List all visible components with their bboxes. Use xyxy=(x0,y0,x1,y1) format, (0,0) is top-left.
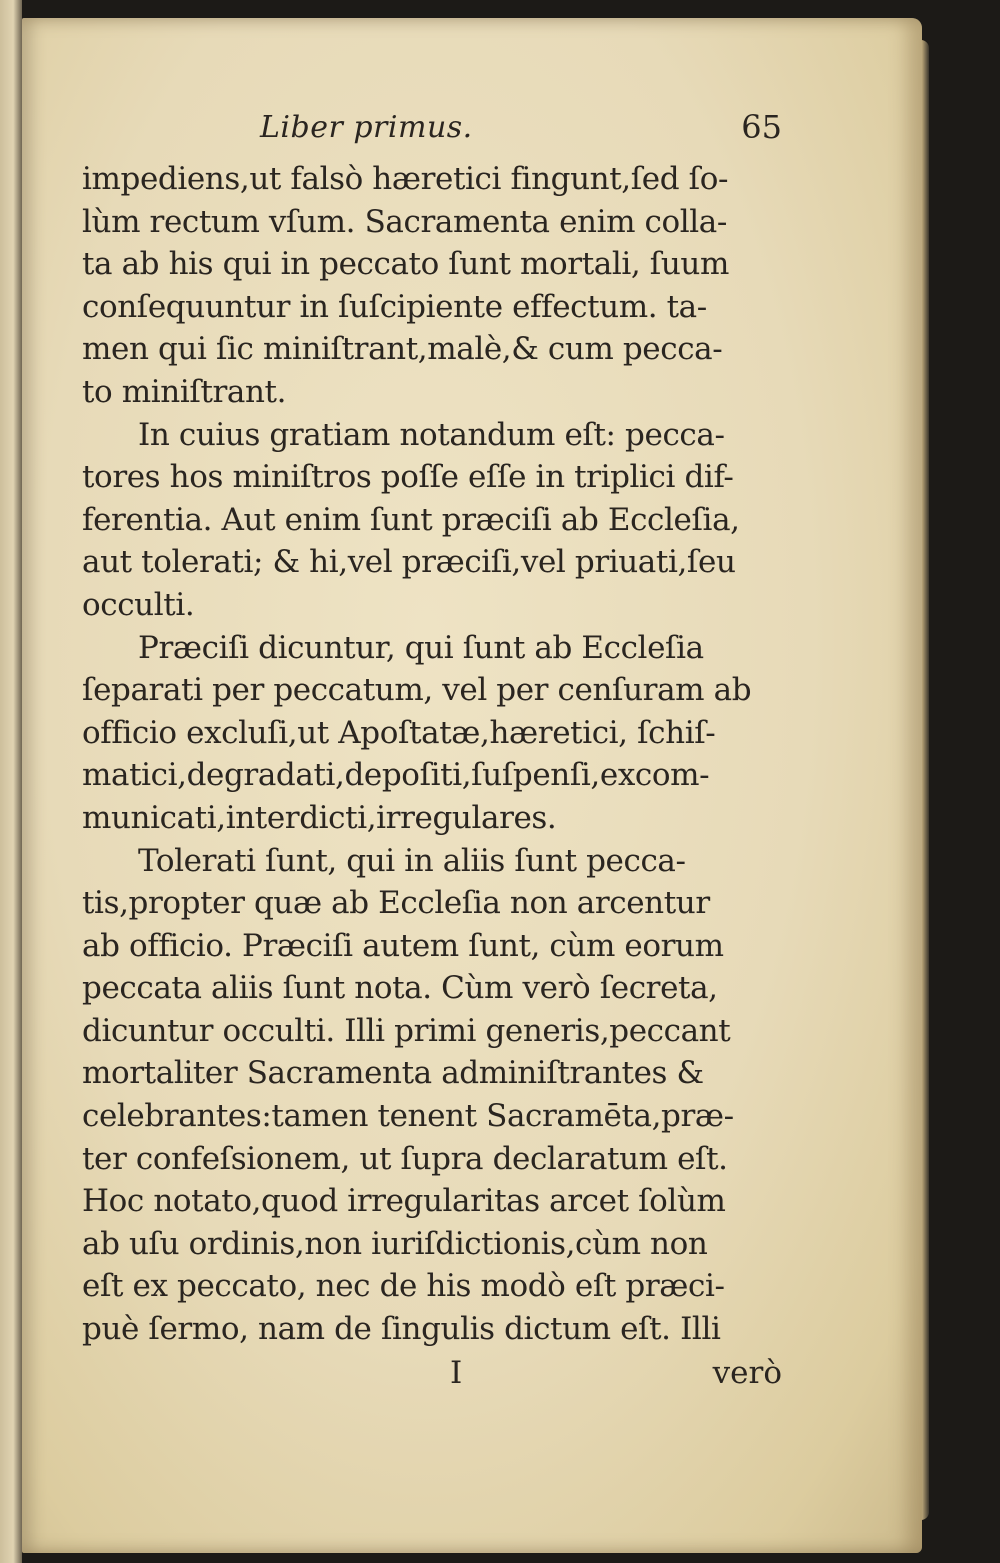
text-line: dicuntur occulti. Illi primi generis,peccant xyxy=(82,1012,731,1049)
paragraph-start-line: In cuius gratiam notandum eſt: pecca- xyxy=(138,416,725,453)
text-line: conſequuntur in ſuſcipiente effectum. ta- xyxy=(82,288,707,325)
text-line: tores hos miniſtros poſſe eſſe in triplici dif- xyxy=(82,459,734,496)
page-footer xyxy=(82,1351,782,1395)
text-block xyxy=(82,98,782,1395)
text-line: Hoc notato,quod irregularitas arcet ſolùm xyxy=(82,1183,726,1220)
text-line: tis,propter quæ ab Eccleſia non arcentur xyxy=(82,885,710,922)
catchword: verò xyxy=(712,1354,782,1391)
paragraph-start-line: Præciſi dicuntur, qui ſunt ab Eccleſia xyxy=(138,629,704,666)
text-line: ter confeſsionem, ut ſupra declaratum eſt. xyxy=(82,1140,728,1177)
text-line: ferentia. Aut enim ſunt præciſi ab Eccleſia, xyxy=(82,501,740,538)
running-head xyxy=(82,98,782,158)
text-line: officio excluſi,ut Apoſtatæ,hæretici, ſchiſ- xyxy=(82,714,716,751)
text-line: ab officio. Præciſi autem ſunt, cùm eorum xyxy=(82,927,724,964)
text-line: peccata aliis ſunt nota. Cùm verò ſecreta, xyxy=(82,970,718,1007)
text-line: men qui ſic miniſtrant,malè,& cum pecca- xyxy=(82,331,723,368)
text-line: lùm rectum vſum. Sacramenta enim colla- xyxy=(82,203,727,240)
facing-page-edge xyxy=(0,0,22,1563)
text-line: aut tolerati; & hi,vel præciſi,vel priuati,ſeu xyxy=(82,544,736,581)
text-line: mortaliter Sacramenta adminiſtrantes & xyxy=(82,1055,704,1092)
text-line: ſeparati per peccatum, vel per cenſuram ab xyxy=(82,672,752,709)
text-line: municati,interdicti,irregulares. xyxy=(82,799,557,836)
book-page xyxy=(22,18,922,1553)
text-line: impediens,ut falsò hæretici fingunt,ſed ſo- xyxy=(82,161,729,197)
text-line: matici,degradati,depoſiti,ſuſpenſi,excom- xyxy=(82,757,710,794)
text-line: eſt ex peccato, nec de his modò eſt præci- xyxy=(82,1268,725,1305)
signature-mark: I xyxy=(450,1354,463,1391)
text-line: occulti. xyxy=(82,586,195,623)
folio-number: 65 xyxy=(741,108,782,146)
text-line: puè ſermo, nam de ſingulis dictum eſt. Illi xyxy=(82,1311,721,1348)
text-line: to miniſtrant. xyxy=(82,373,287,410)
text-line: ab uſu ordinis,non iuriſdictionis,cùm non xyxy=(82,1225,708,1262)
text-line: ta ab his qui in peccato ſunt mortali, ſuum xyxy=(82,246,729,283)
paragraph-start-line: Tolerati ſunt, qui in aliis ſunt pecca- xyxy=(138,842,686,879)
running-title: Liber primus. xyxy=(260,110,473,145)
text-line: celebrantes:tamen tenent Sacramēta,præ- xyxy=(82,1098,734,1135)
